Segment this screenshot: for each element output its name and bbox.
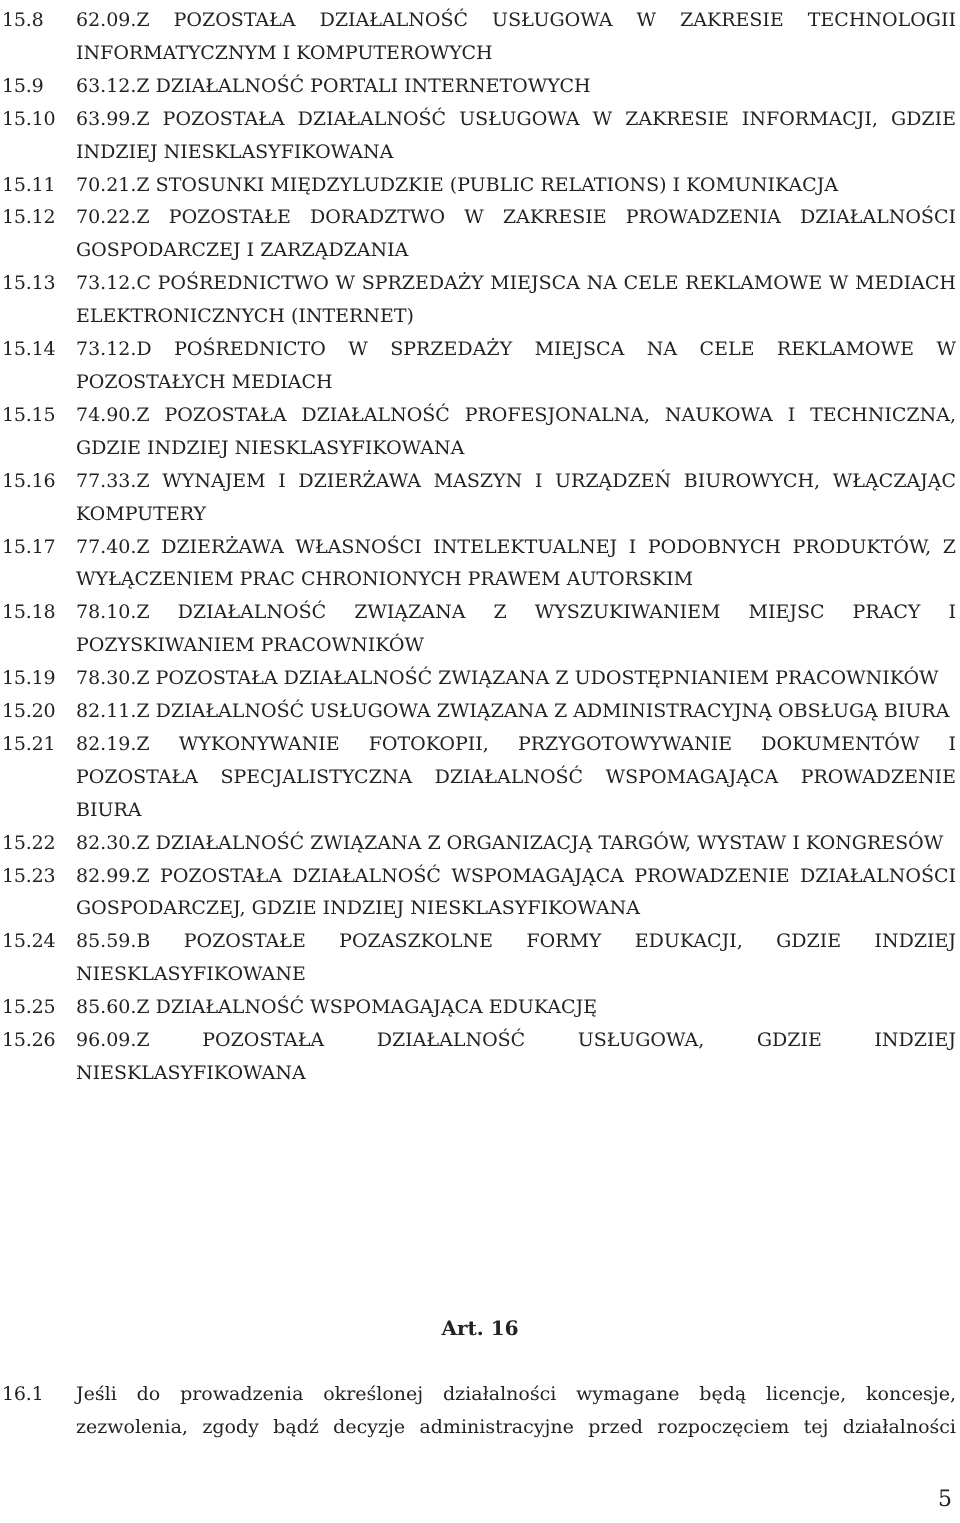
item-number: 15.8: [2, 9, 44, 31]
list-item: [0, 399, 958, 465]
item-text: 73.12.D POŚREDNICTO W SPRZEDAŻY MIEJSCA NA CELE REKLAMOWE W POZOSTAŁYCH MEDIACH: [76, 338, 956, 393]
item-number: 15.19: [2, 667, 56, 690]
item-number: 15.21: [2, 732, 56, 755]
item-text: 63.12.Z DZIAŁALNOŚĆ PORTALI INTERNETOWYCH: [76, 74, 591, 97]
list-item: [0, 70, 958, 103]
item-text: 62.09.Z POZOSTAŁA DZIAŁALNOŚĆ USŁUGOWA W ZAKRESIE TECHNOLOGII INFORMATYCZNYM I KOMPUTEROWYCH: [76, 9, 956, 64]
item-text: 70.22.Z POZOSTAŁE DORADZTWO W ZAKRESIE PROWADZENIA DZIAŁALNOŚCI GOSPODARCZEJ I ZARZĄDZANIA: [76, 206, 956, 262]
item-text: 78.30.Z POZOSTAŁA DZIAŁALNOŚĆ ZWIĄZANA Z UDOSTĘPNIANIEM PRACOWNIKÓW: [76, 667, 939, 690]
page-number: 5: [938, 1487, 952, 1512]
item-text: 73.12.C POŚREDNICTWO W SPRZEDAŻY MIEJSCA NA CELE REKLAMOWE W MEDIACH ELEKTRONICZNYCH (INTERNET): [76, 272, 956, 328]
item-number: 15.10: [2, 107, 56, 130]
item-number: 15.17: [2, 535, 56, 558]
list-item: [0, 695, 958, 728]
item-text: 82.19.Z WYKONYWANIE FOTOKOPII, PRZYGOTOWYWANIE DOKUMENTÓW I POZOSTAŁA SPECJALISTYCZNA DZIAŁALNOŚĆ WSPOMAGAJĄCA PROWADZENIE BIURA: [76, 732, 956, 821]
item-number: 15.13: [2, 272, 56, 295]
item-number: 15.12: [2, 206, 56, 229]
item-number: 15.20: [2, 700, 56, 723]
paragraph-number: 16.1: [2, 1383, 44, 1405]
item-number: 15.23: [2, 864, 56, 887]
item-number: 15.24: [2, 930, 56, 953]
item-number: 15.25: [2, 996, 56, 1019]
item-number: 15.26: [2, 1029, 56, 1052]
list-item: [0, 465, 958, 531]
item-text: 85.60.Z DZIAŁALNOŚĆ WSPOMAGAJĄCA EDUKACJĘ: [76, 996, 598, 1019]
list-item: [0, 267, 958, 333]
item-text: 74.90.Z POZOSTAŁA DZIAŁALNOŚĆ PROFESJONALNA, NAUKOWA I TECHNICZNA, GDZIE INDZIEJ NIESKLASYFIKOWANA: [76, 403, 956, 459]
item-text: 78.10.Z DZIAŁALNOŚĆ ZWIĄZANA Z WYSZUKIWANIEM MIEJSC PRACY I POZYSKIWANIEM PRACOWNIKÓW: [76, 601, 956, 657]
item-text: 85.59.B POZOSTAŁE POZASZKOLNE FORMY EDUKACJI, GDZIE INDZIEJ NIESKLASYFIKOWANE: [76, 930, 956, 986]
list-item: [0, 991, 958, 1024]
item-text: 96.09.Z POZOSTAŁA DZIAŁALNOŚĆ USŁUGOWA, GDZIE INDZIEJ NIESKLASYFIKOWANA: [76, 1029, 956, 1084]
list-item: [0, 169, 958, 202]
list-item: [0, 596, 958, 662]
item-number: 15.9: [2, 74, 44, 97]
item-text: 82.11.Z DZIAŁALNOŚĆ USŁUGOWA ZWIĄZANA Z ADMINISTRACYJNĄ OBSŁUGĄ BIURA: [76, 700, 950, 723]
item-text: 63.99.Z POZOSTAŁA DZIAŁALNOŚĆ USŁUGOWA W ZAKRESIE INFORMACJI, GDZIE INDZIEJ NIESKLASYFIKOWANA: [76, 107, 956, 163]
item-number: 15.11: [2, 173, 56, 196]
list-item: [0, 103, 958, 169]
list-item: [0, 1024, 958, 1090]
item-number: 15.18: [2, 601, 56, 624]
item-number: 15.22: [2, 831, 56, 854]
item-text: 77.40.Z DZIERŻAWA WŁASNOŚCI INTELEKTUALNEJ I PODOBNYCH PRODUKTÓW, Z WYŁĄCZENIEM PRAC CHRONIONYCH PRAWEM AUTORSKIM: [76, 535, 956, 591]
item-text: 77.33.Z WYNAJEM I DZIERŻAWA MASZYN I URZĄDZEŃ BIUROWYCH, WŁĄCZAJĄC KOMPUTERY: [76, 469, 956, 525]
article-title: Art. 16: [441, 1316, 519, 1340]
list-item: [0, 4, 958, 70]
item-number: 15.14: [2, 338, 56, 361]
list-item: [0, 925, 958, 991]
item-number: 15.16: [2, 469, 56, 492]
item-text: 82.99.Z POZOSTAŁA DZIAŁALNOŚĆ WSPOMAGAJĄCA PROWADZENIE DZIAŁALNOŚCI GOSPODARCZEJ, GDZIE INDZIEJ NIESKLASYFIKOWANA: [76, 864, 956, 920]
item-number: 15.15: [2, 403, 56, 426]
list-item: [0, 201, 958, 267]
item-text: 70.21.Z STOSUNKI MIĘDZYLUDZKIE (PUBLIC RELATIONS) I KOMUNIKACJA: [76, 173, 839, 196]
pkd-activity-list: [0, 4, 958, 1090]
list-item: [0, 827, 958, 860]
item-text: 82.30.Z DZIAŁALNOŚĆ ZWIĄZANA Z ORGANIZACJĄ TARGÓW, WYSTAW I KONGRESÓW: [76, 831, 944, 854]
list-item: [0, 531, 958, 597]
list-item: [0, 860, 958, 926]
list-item: [0, 728, 958, 827]
paragraph-text: Jeśli do prowadzenia określonej działalności wymagane będą licencje, koncesje, zezwolenia, zgody bądź decyzje administracyjne przed rozpoczęciem tej działalności: [76, 1383, 956, 1438]
list-item: [0, 333, 958, 399]
list-item: [0, 662, 958, 695]
article-paragraph: [0, 1378, 958, 1444]
